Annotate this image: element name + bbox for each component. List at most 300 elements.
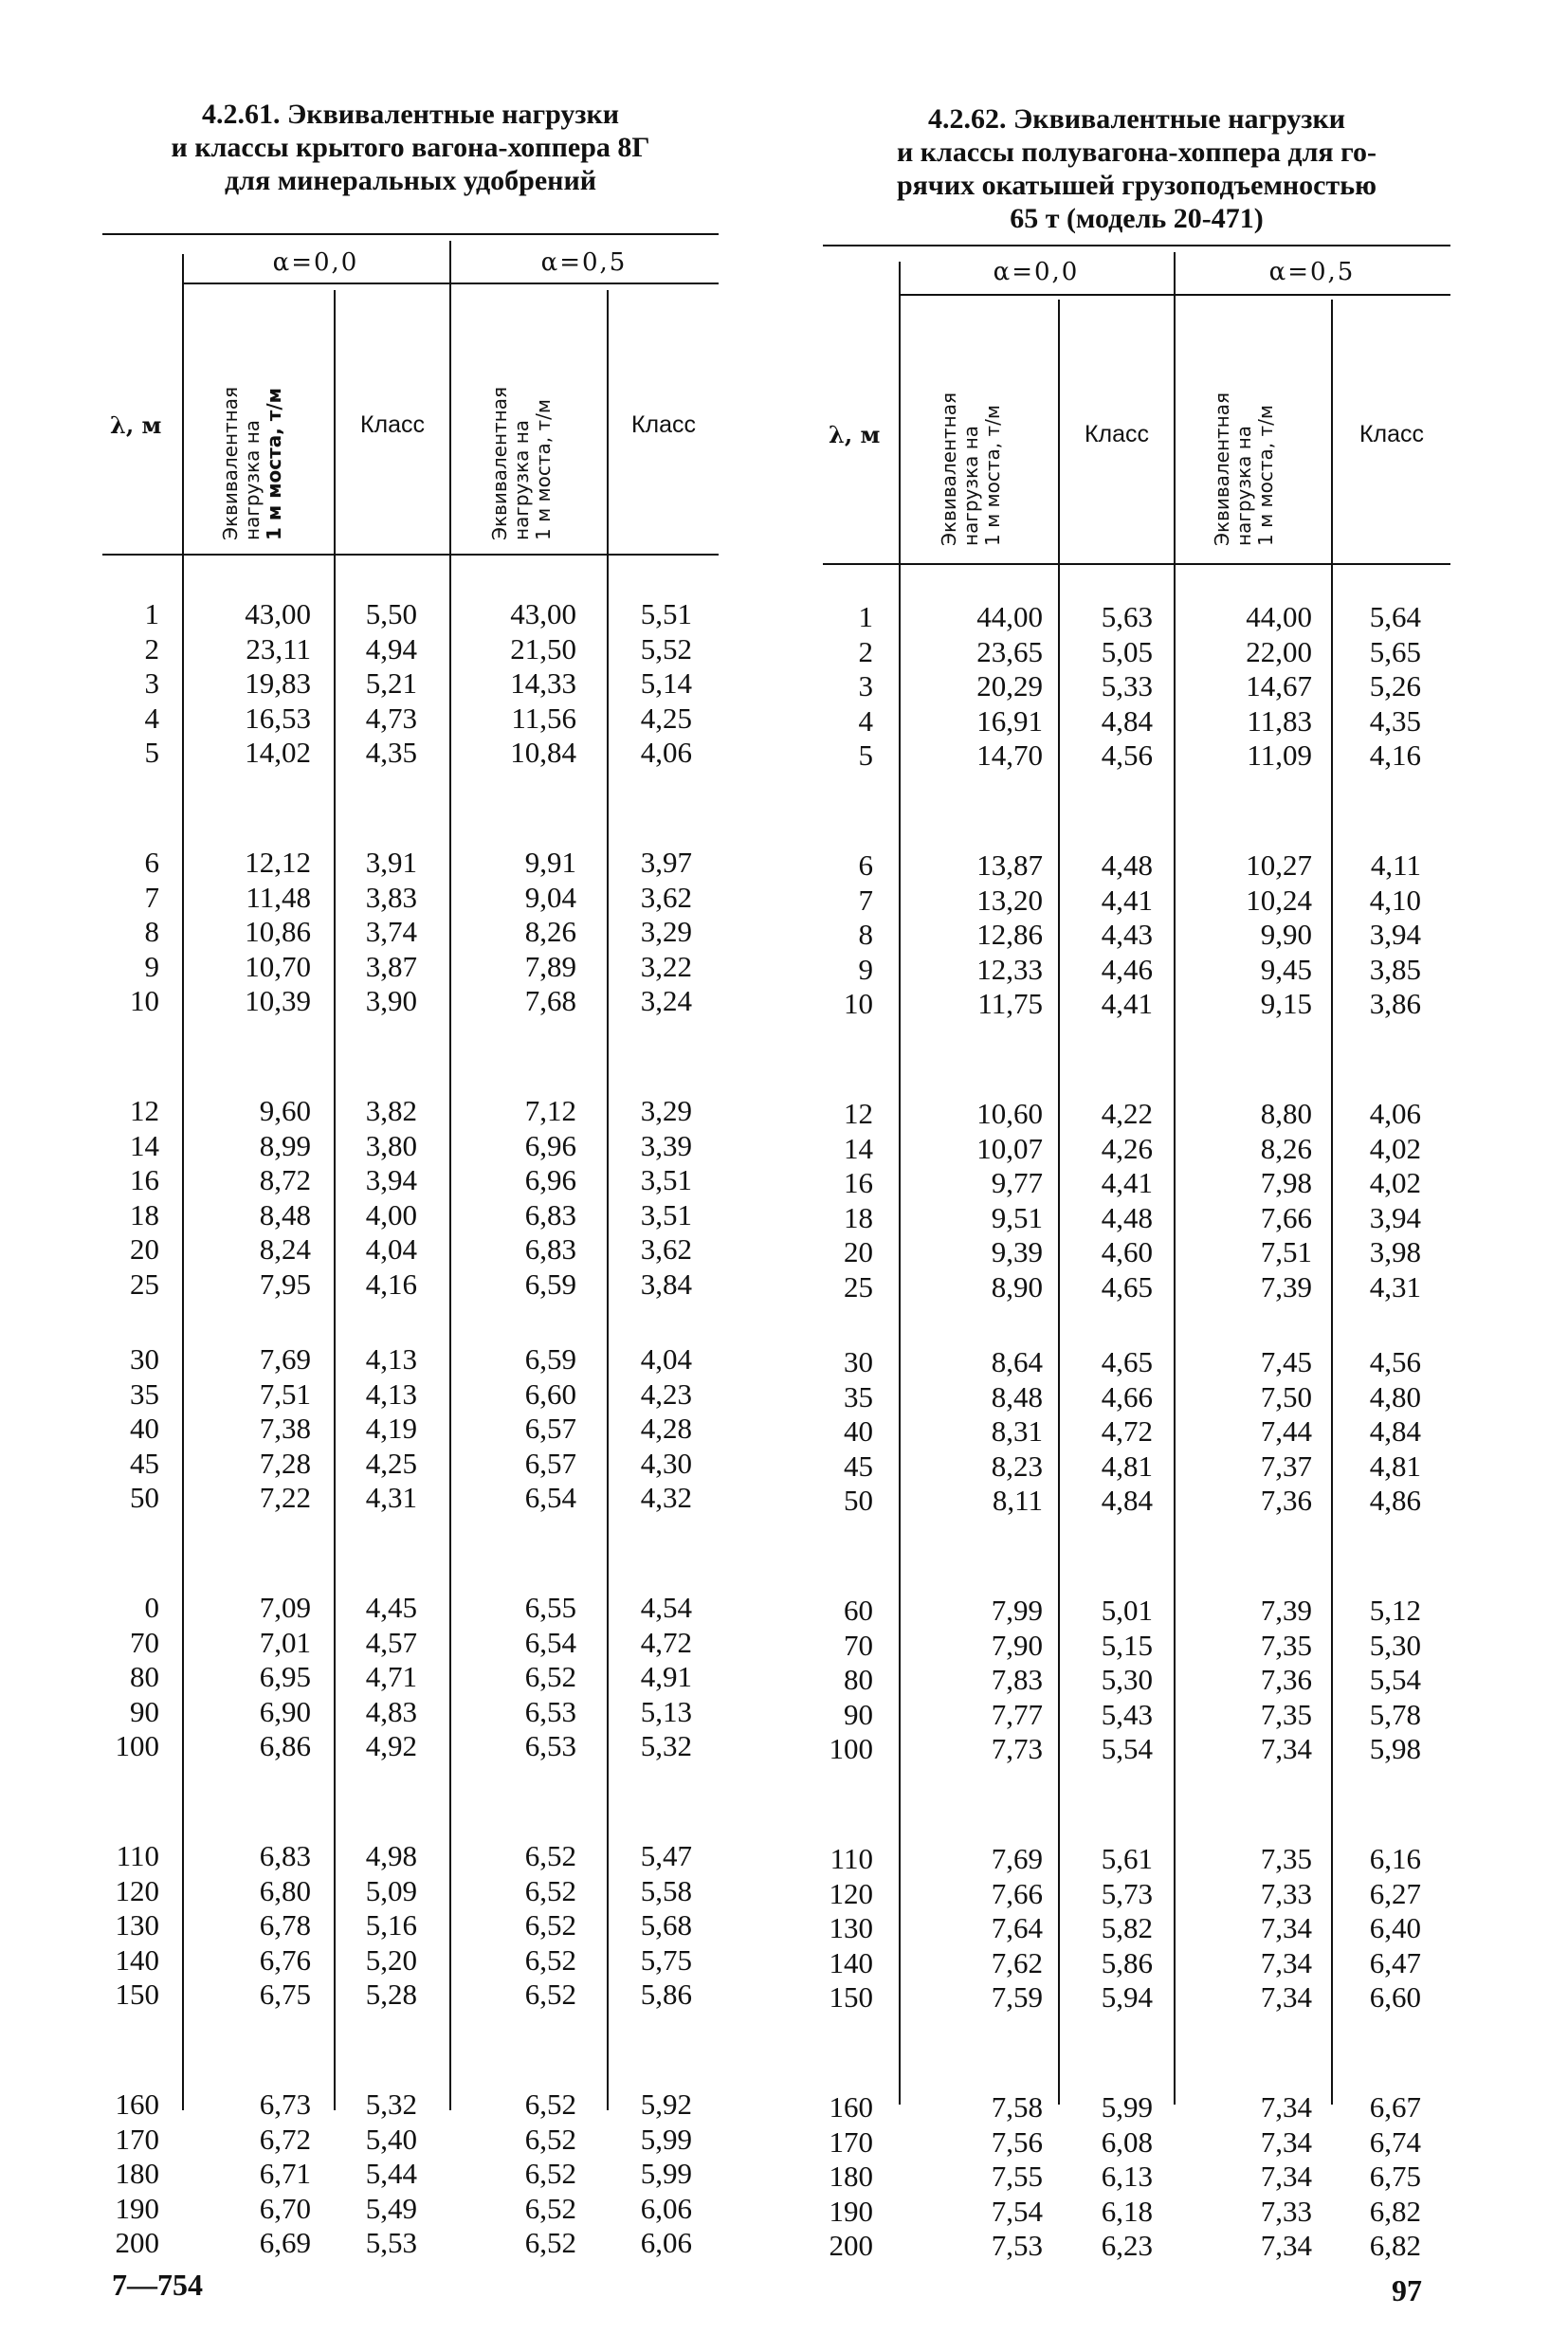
class-a05-cell: 5,58 <box>640 1873 692 1907</box>
load-a0-cell: 8,72 <box>259 1163 311 1197</box>
class-a05-cell: 5,12 <box>1369 1594 1421 1627</box>
load-a05-cell: 8,80 <box>1260 1097 1312 1130</box>
class-a0-cell: 4,72 <box>1101 1414 1153 1449</box>
class-a05-cell: 3,94 <box>1369 918 1421 952</box>
class-a05-cell: 4,35 <box>1369 703 1421 738</box>
class-a05-cell: 3,86 <box>1369 987 1421 1021</box>
load-a05-cell: 6,54 <box>524 1481 576 1515</box>
table-row <box>102 1232 719 1267</box>
load-a05-cell: 8,26 <box>524 915 576 949</box>
lambda-cell: 7 <box>144 880 159 914</box>
lambda-cell: 120 <box>115 1873 159 1907</box>
lambda-cell: 120 <box>829 1876 873 1910</box>
load-a05-cell: 22,00 <box>1246 634 1312 668</box>
header-line: Эквивалентная <box>938 392 960 546</box>
class-a0-cell: 3,80 <box>365 1128 417 1162</box>
table-row <box>102 1412 719 1447</box>
class-a05-cell: 3,98 <box>1369 1235 1421 1269</box>
header-line: 1 м моста, т/м <box>981 405 1004 546</box>
load-a0-cell: 12,12 <box>245 846 311 879</box>
table-row <box>823 953 1450 988</box>
class-a0-cell: 5,16 <box>365 1908 417 1942</box>
class-a0-cell: 5,61 <box>1101 1842 1153 1875</box>
header-line: Эквивалентная <box>219 386 242 540</box>
load-a0-cell: 8,48 <box>991 1379 1043 1413</box>
class-a05-cell: 4,10 <box>1369 883 1421 917</box>
table-row <box>823 2090 1450 2125</box>
row-group <box>823 1345 1450 1594</box>
load-a05-cell: 14,67 <box>1246 669 1312 703</box>
load-a0-cell: 13,20 <box>976 883 1043 917</box>
class-a05-cell: 5,65 <box>1369 634 1421 668</box>
class-a05-cell: 5,54 <box>1369 1663 1421 1697</box>
load-a0-cell: 7,77 <box>991 1697 1043 1731</box>
class-a0-cell: 4,56 <box>1101 738 1153 773</box>
load-a0-cell: 7,64 <box>991 1911 1043 1945</box>
class-header: Класс <box>630 411 697 438</box>
load-a0-cell: 7,99 <box>991 1594 1043 1627</box>
load-a0-cell: 6,76 <box>259 1942 311 1977</box>
table-row <box>102 1163 719 1198</box>
load-a05-cell: 7,89 <box>524 949 576 983</box>
header-line: нагрузка на <box>241 419 264 540</box>
table-row <box>823 1663 1450 1698</box>
load-a0-cell: 16,91 <box>976 703 1043 738</box>
table-row <box>823 1594 1450 1629</box>
load-a05-cell: 6,53 <box>524 1694 576 1728</box>
class-a0-cell: 5,99 <box>1101 2090 1153 2124</box>
table-row <box>102 1342 719 1377</box>
load-a05-cell: 6,52 <box>524 1660 576 1694</box>
header-line: 1 м моста, т/м <box>263 387 285 540</box>
load-a05-cell: 6,83 <box>524 1232 576 1267</box>
load-a0-cell: 7,22 <box>259 1481 311 1515</box>
table-row <box>823 635 1450 670</box>
rule-top <box>102 233 719 235</box>
load-a05-cell: 7,34 <box>1260 2160 1312 2194</box>
table-row <box>102 632 719 667</box>
lambda-cell: 140 <box>829 1945 873 1979</box>
table-row <box>102 2226 719 2261</box>
load-a05-cell: 6,52 <box>524 1839 576 1872</box>
table-row <box>823 1484 1450 1519</box>
class-a0-cell: 5,54 <box>1101 1732 1153 1766</box>
load-a0-cell: 6,73 <box>259 2088 311 2121</box>
load-a0-cell: 7,55 <box>991 2160 1043 2194</box>
load-a05-cell: 6,55 <box>524 1591 576 1624</box>
table-row <box>102 2157 719 2192</box>
class-a0-cell: 5,09 <box>365 1873 417 1907</box>
load-a0-cell: 7,90 <box>991 1628 1043 1662</box>
row-group <box>823 1842 1450 2090</box>
load-a05-cell: 9,45 <box>1260 952 1312 986</box>
lambda-cell: 150 <box>829 1980 873 2015</box>
class-a05-cell: 3,85 <box>1369 952 1421 986</box>
load-a05-cell: 7,34 <box>1260 1980 1312 2015</box>
class-a0-cell: 4,48 <box>1101 848 1153 882</box>
load-a0-cell: 9,60 <box>259 1094 311 1127</box>
class-a0-cell: 5,01 <box>1101 1594 1153 1627</box>
lambda-cell: 5 <box>144 736 159 770</box>
load-a05-cell: 7,34 <box>1260 1911 1312 1945</box>
class-a05-cell: 3,51 <box>640 1197 692 1231</box>
lambda-cell: 180 <box>115 2157 159 2191</box>
class-a05-cell: 4,25 <box>640 701 692 735</box>
class-a05-cell: 5,98 <box>1369 1732 1421 1766</box>
title-line: 4.2.62. Эквивалентные нагрузки <box>927 103 1346 135</box>
lambda-cell: 5 <box>858 738 873 773</box>
table-body <box>102 597 719 2336</box>
load-a05-cell: 44,00 <box>1246 600 1312 633</box>
rule-header-bottom <box>823 563 1450 565</box>
class-a0-cell: 4,98 <box>365 1839 417 1872</box>
lambda-cell: 100 <box>115 1729 159 1763</box>
load-a0-cell: 8,11 <box>992 1484 1043 1518</box>
class-a0-cell: 6,08 <box>1101 2124 1153 2159</box>
lambda-cell: 140 <box>115 1942 159 1977</box>
class-a05-cell: 6,47 <box>1369 1945 1421 1979</box>
lambda-cell: 3 <box>144 666 159 701</box>
table-row <box>102 2088 719 2123</box>
class-a05-cell: 6,82 <box>1369 2229 1421 2263</box>
load-a0-cell: 6,80 <box>259 1873 311 1907</box>
class-a0-cell: 4,84 <box>1101 1484 1153 1518</box>
lambda-cell: 160 <box>829 2090 873 2124</box>
table-row <box>823 1132 1450 1167</box>
load-a05-cell: 21,50 <box>510 631 576 665</box>
load-a05-cell: 6,57 <box>524 1412 576 1446</box>
load-a0-cell: 12,33 <box>976 952 1043 986</box>
class-a0-cell: 4,66 <box>1101 1379 1153 1413</box>
lambda-cell: 12 <box>130 1094 159 1127</box>
lambda-cell: 190 <box>829 2194 873 2228</box>
class-a05-cell: 5,52 <box>640 631 692 665</box>
load-a0-cell: 13,87 <box>976 848 1043 882</box>
load-a05-cell: 9,15 <box>1260 987 1312 1021</box>
class-a0-cell: 6,13 <box>1101 2160 1153 2194</box>
table-row <box>823 1698 1450 1733</box>
load-a0-cell: 10,39 <box>245 984 311 1018</box>
load-a0-cell: 23,11 <box>246 631 311 665</box>
load-a05-cell: 7,33 <box>1260 1876 1312 1910</box>
lambda-cell: 2 <box>858 634 873 668</box>
class-a0-cell: 4,45 <box>365 1591 417 1624</box>
class-a0-cell: 5,20 <box>365 1942 417 1977</box>
load-a0-cell: 44,00 <box>976 600 1043 633</box>
load-a05-cell: 9,90 <box>1260 918 1312 952</box>
class-a05-cell: 4,04 <box>640 1342 692 1376</box>
table-row <box>102 1695 719 1730</box>
table-row <box>102 881 719 916</box>
lambda-cell: 170 <box>829 2124 873 2159</box>
load-a0-cell: 8,24 <box>259 1232 311 1267</box>
title-line: и классы крытого вагона-хоппера 8Г <box>171 132 650 163</box>
class-a0-cell: 5,05 <box>1101 634 1153 668</box>
table-row <box>823 1911 1450 1946</box>
class-a0-cell: 3,82 <box>365 1094 417 1127</box>
lambda-header: λ, м <box>110 411 162 439</box>
row-group <box>823 848 1450 1097</box>
load-a0-cell: 6,78 <box>259 1908 311 1942</box>
class-a0-cell: 5,33 <box>1101 669 1153 703</box>
class-a05-cell: 3,51 <box>640 1163 692 1197</box>
class-a0-cell: 4,19 <box>365 1412 417 1446</box>
table-row <box>823 2160 1450 2195</box>
load-a0-cell: 7,66 <box>991 1876 1043 1910</box>
class-a05-cell: 6,16 <box>1369 1842 1421 1875</box>
load-a05-cell: 11,83 <box>1247 703 1312 738</box>
load-column-header <box>220 387 285 540</box>
table-row <box>823 1732 1450 1767</box>
class-a0-cell: 4,31 <box>365 1481 417 1515</box>
table-row <box>823 987 1450 1022</box>
class-a05-cell: 5,26 <box>1369 669 1421 703</box>
class-a0-cell: 4,48 <box>1101 1200 1153 1234</box>
lambda-cell: 100 <box>829 1732 873 1766</box>
table-row <box>102 1377 719 1413</box>
table-body <box>823 600 1450 2339</box>
class-a0-cell: 5,15 <box>1101 1628 1153 1662</box>
lambda-cell: 18 <box>844 1200 873 1234</box>
class-a0-cell: 5,30 <box>1101 1663 1153 1697</box>
load-a0-cell: 8,23 <box>991 1449 1043 1483</box>
load-a0-cell: 9,77 <box>991 1166 1043 1200</box>
load-a0-cell: 6,86 <box>259 1729 311 1763</box>
class-a0-cell: 4,65 <box>1101 1345 1153 1378</box>
class-a0-cell: 4,46 <box>1101 952 1153 986</box>
class-a0-cell: 4,73 <box>365 701 417 735</box>
load-a05-cell: 6,52 <box>524 2157 576 2191</box>
table-row <box>102 1943 719 1978</box>
load-a05-cell: 6,59 <box>524 1342 576 1376</box>
lambda-cell: 25 <box>844 1269 873 1304</box>
load-a05-cell: 7,33 <box>1260 2194 1312 2228</box>
load-a0-cell: 7,95 <box>259 1267 311 1301</box>
class-a05-cell: 6,74 <box>1369 2124 1421 2159</box>
lambda-cell: 130 <box>829 1911 873 1945</box>
class-a05-cell: 4,02 <box>1369 1131 1421 1165</box>
class-a0-cell: 5,86 <box>1101 1945 1153 1979</box>
table-row <box>102 984 719 1019</box>
title-line: 4.2.61. Эквивалентные нагрузки <box>201 99 620 130</box>
lambda-cell: 14 <box>844 1131 873 1165</box>
load-a0-cell: 8,64 <box>991 1345 1043 1378</box>
table-row <box>823 2125 1450 2161</box>
class-a05-cell: 4,54 <box>640 1591 692 1624</box>
load-a05-cell: 6,54 <box>524 1625 576 1659</box>
lambda-cell: 8 <box>144 915 159 949</box>
table-row <box>823 1946 1450 1981</box>
lambda-cell: 160 <box>115 2088 159 2121</box>
load-a0-cell: 6,70 <box>259 2191 311 2225</box>
class-a05-cell: 5,99 <box>640 2157 692 2191</box>
lambda-cell: 45 <box>130 1446 159 1480</box>
lambda-cell: 16 <box>844 1166 873 1200</box>
class-a05-cell: 4,32 <box>640 1481 692 1515</box>
class-a0-cell: 6,18 <box>1101 2194 1153 2228</box>
header-line: Эквивалентная <box>1211 392 1233 546</box>
load-a0-cell: 7,62 <box>991 1945 1043 1979</box>
table-row <box>823 1449 1450 1485</box>
load-a05-cell: 6,57 <box>524 1446 576 1480</box>
class-a0-cell: 6,23 <box>1101 2229 1153 2263</box>
load-a05-cell: 7,34 <box>1260 2124 1312 2159</box>
load-a05-cell: 6,59 <box>524 1267 576 1301</box>
lambda-cell: 35 <box>130 1377 159 1411</box>
load-a0-cell: 6,71 <box>259 2157 311 2191</box>
class-a0-cell: 4,92 <box>365 1729 417 1763</box>
load-a05-cell: 6,52 <box>524 1873 576 1907</box>
lambda-cell: 30 <box>130 1342 159 1376</box>
lambda-cell: 30 <box>844 1345 873 1378</box>
class-a05-cell: 4,31 <box>1369 1269 1421 1304</box>
row-group <box>823 1097 1450 1345</box>
row-group <box>102 1342 719 1591</box>
class-a0-cell: 5,44 <box>365 2157 417 2191</box>
lambda-cell: 0 <box>144 1591 159 1624</box>
class-a05-cell: 6,82 <box>1369 2194 1421 2228</box>
load-a05-cell: 7,35 <box>1260 1697 1312 1731</box>
title-line: для минеральных удобрений <box>224 165 597 196</box>
lambda-cell: 25 <box>130 1267 159 1301</box>
class-a05-cell: 3,29 <box>640 915 692 949</box>
table-row <box>102 1447 719 1482</box>
table-row <box>823 884 1450 919</box>
table-row <box>823 704 1450 739</box>
table-row <box>102 915 719 950</box>
class-a0-cell: 4,16 <box>365 1267 417 1301</box>
row-group <box>102 1839 719 2088</box>
load-column-header <box>489 387 555 540</box>
load-a05-cell: 7,36 <box>1260 1663 1312 1697</box>
class-a0-cell: 4,71 <box>365 1660 417 1694</box>
lambda-cell: 10 <box>130 984 159 1018</box>
class-a05-cell: 5,86 <box>640 1978 692 2012</box>
class-a05-cell: 4,16 <box>1369 738 1421 773</box>
class-a05-cell: 4,06 <box>640 736 692 770</box>
lambda-cell: 40 <box>844 1414 873 1449</box>
class-a0-cell: 5,28 <box>365 1978 417 2012</box>
alpha-0-header: α=0,0 <box>272 248 359 277</box>
title-line: рячих окатышей грузоподъемностью <box>896 170 1377 201</box>
rule-top <box>823 245 1450 246</box>
load-a0-cell: 10,07 <box>976 1131 1043 1165</box>
class-a05-cell: 4,84 <box>1369 1414 1421 1449</box>
lambda-cell: 6 <box>858 848 873 882</box>
lambda-cell: 190 <box>115 2191 159 2225</box>
lambda-cell: 9 <box>144 949 159 983</box>
table-row <box>823 2195 1450 2230</box>
class-a0-cell: 4,81 <box>1101 1449 1153 1483</box>
load-a05-cell: 7,68 <box>524 984 576 1018</box>
table-row <box>102 1729 719 1764</box>
load-a05-cell: 6,53 <box>524 1729 576 1763</box>
load-a0-cell: 9,51 <box>991 1200 1043 1234</box>
row-group <box>102 1094 719 1342</box>
header-line: нагрузка на <box>959 425 982 546</box>
class-a0-cell: 4,94 <box>365 631 417 665</box>
load-a0-cell: 10,70 <box>245 949 311 983</box>
load-a0-cell: 10,86 <box>245 915 311 949</box>
class-a05-cell: 4,02 <box>1369 1166 1421 1200</box>
lambda-cell: 130 <box>115 1908 159 1942</box>
class-a0-cell: 5,82 <box>1101 1911 1153 1945</box>
class-a0-cell: 4,57 <box>365 1625 417 1659</box>
class-a05-cell: 4,81 <box>1369 1449 1421 1483</box>
class-a0-cell: 5,40 <box>365 2122 417 2156</box>
load-a0-cell: 6,69 <box>259 2226 311 2260</box>
class-a0-cell: 4,41 <box>1101 1166 1153 1200</box>
class-a05-cell: 3,84 <box>640 1267 692 1301</box>
class-a05-cell: 3,62 <box>640 1232 692 1267</box>
load-a05-cell: 6,52 <box>524 1978 576 2012</box>
lambda-cell: 150 <box>115 1978 159 2012</box>
table-row <box>102 950 719 985</box>
load-a0-cell: 16,53 <box>245 701 311 735</box>
class-a05-cell: 5,13 <box>640 1694 692 1728</box>
lambda-cell: 14 <box>130 1128 159 1162</box>
table-row <box>823 1842 1450 1877</box>
load-a05-cell: 6,52 <box>524 2122 576 2156</box>
alpha-0-header: α=0,0 <box>993 258 1080 286</box>
load-a05-cell: 9,91 <box>524 846 576 879</box>
load-a0-cell: 7,53 <box>991 2229 1043 2263</box>
class-a0-cell: 4,35 <box>365 736 417 770</box>
row-group <box>823 1594 1450 1842</box>
lambda-cell: 18 <box>130 1197 159 1231</box>
load-a05-cell: 7,39 <box>1260 1594 1312 1627</box>
class-a05-cell: 4,86 <box>1369 1484 1421 1518</box>
class-a05-cell: 5,99 <box>640 2122 692 2156</box>
class-a05-cell: 6,60 <box>1369 1980 1421 2015</box>
lambda-cell: 3 <box>858 669 873 703</box>
class-a05-cell: 5,68 <box>640 1908 692 1942</box>
class-header: Класс <box>1084 421 1150 447</box>
class-a0-cell: 4,83 <box>365 1694 417 1728</box>
header-line: 1 м моста, т/м <box>532 399 555 540</box>
load-a05-cell: 6,96 <box>524 1163 576 1197</box>
table-row <box>102 1874 719 1909</box>
load-a05-cell: 10,27 <box>1246 848 1312 882</box>
table-row <box>102 2123 719 2158</box>
table-row <box>823 1166 1450 1201</box>
lambda-cell: 80 <box>844 1663 873 1697</box>
lambda-cell: 90 <box>844 1697 873 1731</box>
table-row <box>102 1129 719 1164</box>
load-a05-cell: 11,09 <box>1247 738 1312 773</box>
class-a0-cell: 4,00 <box>365 1197 417 1231</box>
class-a05-cell: 4,72 <box>640 1625 692 1659</box>
class-a0-cell: 4,13 <box>365 1377 417 1411</box>
class-a0-cell: 4,41 <box>1101 883 1153 917</box>
table-row <box>102 1591 719 1626</box>
lambda-cell: 50 <box>844 1484 873 1518</box>
lambda-cell: 110 <box>116 1839 159 1872</box>
class-a05-cell: 4,28 <box>640 1412 692 1446</box>
load-a0-cell: 8,48 <box>259 1197 311 1231</box>
lambda-cell: 2 <box>144 631 159 665</box>
load-a0-cell: 7,51 <box>259 1377 311 1411</box>
class-a0-cell: 4,25 <box>365 1446 417 1480</box>
class-a05-cell: 4,56 <box>1369 1345 1421 1378</box>
table-row <box>102 666 719 702</box>
header-line: нагрузка на <box>510 419 533 540</box>
load-a05-cell: 6,60 <box>524 1377 576 1411</box>
load-a0-cell: 8,90 <box>991 1269 1043 1304</box>
class-a0-cell: 5,53 <box>365 2226 417 2260</box>
class-a05-cell: 3,94 <box>1369 1200 1421 1234</box>
load-a05-cell: 7,39 <box>1260 1269 1312 1304</box>
